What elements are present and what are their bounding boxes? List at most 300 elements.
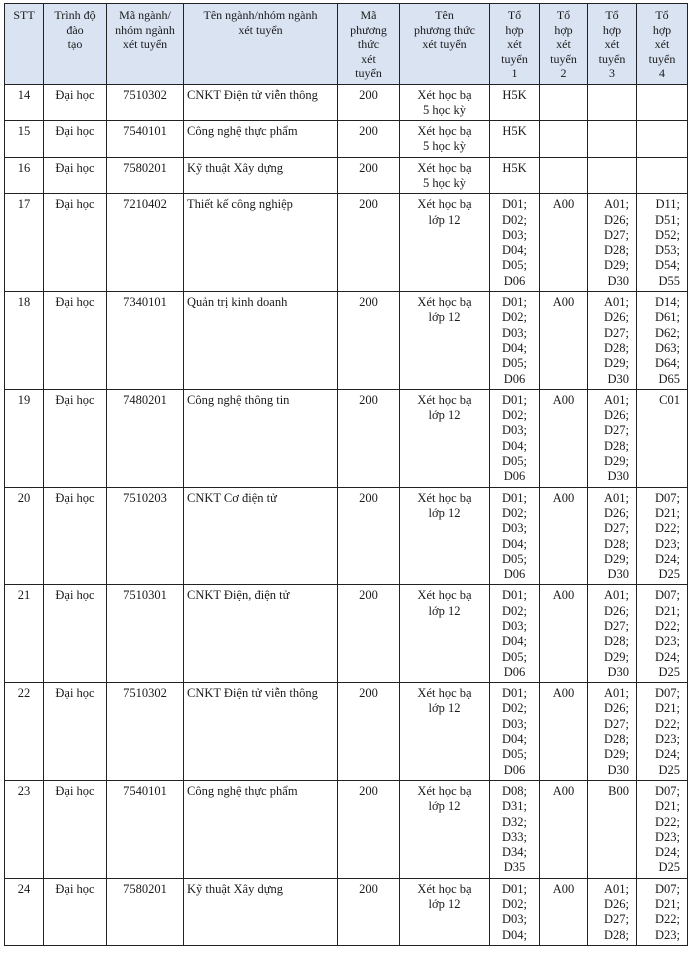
combo-2-cell <box>540 683 588 781</box>
cell-line: D26; <box>604 212 629 227</box>
cell-line: Tổ <box>556 8 571 22</box>
combo-1-cell <box>490 585 540 683</box>
cell-line: D03; <box>502 716 527 731</box>
cell-line: D27; <box>604 716 629 731</box>
header-combo-2 <box>540 4 588 85</box>
cell-line: A01; <box>604 197 629 212</box>
stt-cell: 22 <box>5 683 44 781</box>
combo-1-cell <box>490 389 540 487</box>
cell-line: D06 <box>503 567 526 582</box>
stt-cell: 17 <box>5 194 44 292</box>
cell-line: H5K <box>502 124 527 139</box>
combo-4-cell <box>637 780 688 878</box>
stt-cell: 18 <box>5 292 44 390</box>
cell-line: D05; <box>502 258 527 273</box>
cell-line: D30 <box>607 664 629 679</box>
cell-line: nhóm ngành <box>115 22 175 37</box>
cell-line: A01; <box>604 490 629 505</box>
combo-3-cell <box>588 157 637 194</box>
cell-line: Xét học bạ <box>417 686 472 701</box>
cell-line: D05; <box>502 454 527 469</box>
cell-line: thức <box>357 37 380 51</box>
cell-line: D30 <box>607 762 629 777</box>
cell-line: lớp 12 <box>428 603 461 618</box>
cell-line: D07; <box>655 881 680 896</box>
stt-cell: 24 <box>5 878 44 945</box>
cell-line: xét tuyển <box>422 37 467 51</box>
combo-3-cell <box>588 292 637 390</box>
cell-line: D02; <box>502 212 527 227</box>
combo-2-cell <box>540 780 588 878</box>
method-code-cell: 200 <box>338 121 400 158</box>
cell-line: D26; <box>604 603 629 618</box>
method-code-cell: 200 <box>338 780 400 878</box>
cell-line: D04; <box>502 438 527 453</box>
cell-line: D23; <box>655 634 680 649</box>
table-row <box>5 292 688 390</box>
cell-line: D22; <box>655 912 680 927</box>
cell-line: D06 <box>503 664 526 679</box>
cell-line: D03; <box>502 227 527 242</box>
cell-line: A00 <box>552 881 575 896</box>
cell-line: D29; <box>604 649 629 664</box>
cell-line: D53; <box>655 243 680 258</box>
cell-line: D28; <box>604 438 629 453</box>
cell-line: tạo <box>67 37 83 51</box>
cell-line: D25 <box>658 567 680 582</box>
major-code-cell: 7340101 <box>107 292 184 390</box>
method-name-cell <box>400 157 490 194</box>
cell-line: D25 <box>658 860 680 875</box>
cell-line: D11; <box>655 197 680 212</box>
cell-line: D29; <box>604 258 629 273</box>
cell-line: D25 <box>658 664 680 679</box>
major-name-cell: Công nghệ thực phẩm <box>184 121 338 158</box>
cell-line: D28; <box>604 243 629 258</box>
cell-line: tuyển <box>355 66 382 80</box>
combo-1-cell <box>490 683 540 781</box>
cell-line: xét <box>361 51 376 66</box>
major-code-cell: 7580201 <box>107 157 184 194</box>
cell-line: D04; <box>502 927 527 942</box>
table-row <box>5 878 688 945</box>
cell-line: D30 <box>607 273 629 288</box>
combo-2-cell <box>540 157 588 194</box>
cell-line: D05; <box>502 551 527 566</box>
cell-line: D22; <box>655 521 680 536</box>
cell-line: D07; <box>655 686 680 701</box>
cell-line: D23; <box>655 732 680 747</box>
cell-line: D27; <box>604 619 629 633</box>
cell-line: D61; <box>655 310 680 325</box>
level-cell: Đại học <box>44 585 107 683</box>
cell-line: D04; <box>502 536 527 551</box>
table-row <box>5 157 688 194</box>
cell-line: Xét học bạ <box>417 588 472 603</box>
cell-line: xét <box>604 37 620 51</box>
major-code-cell: 7540101 <box>107 780 184 878</box>
cell-line: D01; <box>502 392 527 407</box>
cell-line: D28; <box>604 536 629 551</box>
cell-line: D29; <box>604 747 629 762</box>
cell-line: hợp <box>505 22 524 37</box>
table-row <box>5 683 688 781</box>
cell-line: D04; <box>502 243 527 258</box>
cell-line: D01; <box>502 490 527 505</box>
cell-line: D03; <box>502 325 527 340</box>
method-code-cell: 200 <box>338 84 400 121</box>
stt-cell: 19 <box>5 389 44 487</box>
combo-4-cell <box>637 585 688 683</box>
cell-line: xét <box>507 37 522 51</box>
method-code-cell: 200 <box>338 389 400 487</box>
cell-line: 5 học kỳ <box>422 175 467 190</box>
cell-line: D02; <box>502 310 527 325</box>
cell-line: A00 <box>552 783 575 798</box>
combo-3-cell <box>588 780 637 878</box>
cell-line: D22; <box>655 619 680 633</box>
cell-line: D27; <box>604 423 629 438</box>
cell-line: Xét học bạ <box>417 783 472 798</box>
major-code-cell: 7510302 <box>107 84 184 121</box>
cell-line: D07; <box>655 588 680 603</box>
header-row <box>5 4 688 85</box>
cell-line: STT <box>13 8 35 22</box>
cell-line: 5 học kỳ <box>422 139 467 154</box>
major-name-cell: CNKT Điện, điện tử <box>184 585 338 683</box>
cell-line: D21; <box>655 897 680 912</box>
method-code-cell: 200 <box>338 487 400 585</box>
cell-line: D26; <box>604 408 629 423</box>
combo-3-cell <box>588 585 637 683</box>
cell-line: Xét học bạ <box>417 392 472 407</box>
combo-2-cell <box>540 389 588 487</box>
cell-line: D30 <box>607 567 629 582</box>
level-cell: Đại học <box>44 683 107 781</box>
cell-line: D27; <box>604 912 629 927</box>
cell-line: A01; <box>604 392 629 407</box>
admission-table <box>4 3 688 946</box>
cell-line: D07; <box>655 783 680 798</box>
cell-line: D03; <box>502 912 527 927</box>
major-name-cell: Kỹ thuật Xây dựng <box>184 157 338 194</box>
combo-3-cell <box>588 84 637 121</box>
method-name-cell <box>400 292 490 390</box>
cell-line: D26; <box>604 701 629 716</box>
cell-line: lớp 12 <box>428 212 461 227</box>
cell-line: A01; <box>604 881 629 896</box>
stt-cell: 20 <box>5 487 44 585</box>
cell-line: D62; <box>655 325 680 340</box>
combo-1-cell <box>490 121 540 158</box>
major-code-cell: 7510301 <box>107 585 184 683</box>
combo-4-cell <box>637 878 688 945</box>
cell-line: D28; <box>604 732 629 747</box>
combo-1-cell <box>490 157 540 194</box>
cell-line: D03; <box>502 423 527 438</box>
major-code-cell: 7210402 <box>107 194 184 292</box>
cell-line: Xét học bạ <box>417 124 472 139</box>
level-cell: Đại học <box>44 780 107 878</box>
cell-line: 5 học kỳ <box>422 102 467 117</box>
cell-line: D32; <box>502 814 527 829</box>
cell-line: Trình độ <box>54 8 96 22</box>
combo-3-cell <box>588 194 637 292</box>
cell-line: D01; <box>502 197 527 212</box>
header-combo-1 <box>490 4 540 85</box>
cell-line: D08; <box>502 783 527 798</box>
method-name-cell <box>400 585 490 683</box>
header-combo-3 <box>588 4 637 85</box>
combo-2-cell <box>540 194 588 292</box>
level-cell: Đại học <box>44 157 107 194</box>
cell-line: D26; <box>604 505 629 520</box>
combo-4-cell <box>637 292 688 390</box>
cell-line: D04; <box>502 634 527 649</box>
cell-line: 2 <box>560 66 567 80</box>
cell-line: D06 <box>503 371 526 386</box>
cell-line: A01; <box>604 295 629 310</box>
cell-line: lớp 12 <box>428 897 461 912</box>
cell-line: H5K <box>502 87 527 102</box>
cell-line: B00 <box>608 783 629 798</box>
cell-line: lớp 12 <box>428 408 461 423</box>
header-combo-4 <box>637 4 688 85</box>
major-code-cell: 7480201 <box>107 389 184 487</box>
cell-line: D02; <box>502 408 527 423</box>
combo-4-cell <box>637 389 688 487</box>
cell-line: Xét học bạ <box>417 160 472 175</box>
cell-line: A01; <box>604 588 629 603</box>
major-name-cell: Công nghệ thông tin <box>184 389 338 487</box>
cell-line: Tên ngành/nhóm ngành <box>203 8 318 22</box>
table-row <box>5 84 688 121</box>
cell-line: D34; <box>502 845 527 860</box>
cell-line: D06 <box>503 762 526 777</box>
cell-line: A01; <box>604 686 629 701</box>
cell-line: D02; <box>502 505 527 520</box>
cell-line: D07; <box>655 490 680 505</box>
cell-line: D27; <box>604 521 629 536</box>
cell-line: D51; <box>655 212 680 227</box>
cell-line: 4 <box>659 66 665 80</box>
cell-line: A00 <box>552 197 575 212</box>
cell-line: D27; <box>604 227 629 242</box>
cell-line: D01; <box>502 588 527 603</box>
combo-3-cell <box>588 487 637 585</box>
major-name-cell: CNKT Cơ điện tử <box>184 487 338 585</box>
cell-line: D24; <box>655 551 680 566</box>
combo-2-cell <box>540 487 588 585</box>
method-code-cell: 200 <box>338 292 400 390</box>
method-code-cell: 200 <box>338 683 400 781</box>
cell-line: D30 <box>607 469 629 484</box>
cell-line: Xét học bạ <box>417 881 472 896</box>
cell-line: hợp <box>602 22 622 37</box>
cell-line: D52; <box>655 227 680 242</box>
cell-line: D02; <box>502 603 527 618</box>
stt-cell: 23 <box>5 780 44 878</box>
cell-line: D22; <box>655 716 680 731</box>
header-method-name <box>400 4 490 85</box>
method-name-cell <box>400 194 490 292</box>
combo-4-cell <box>637 121 688 158</box>
cell-line: D03; <box>502 619 527 633</box>
table-row <box>5 194 688 292</box>
cell-line: D28; <box>604 927 629 942</box>
major-name-cell: CNKT Điện tử viễn thông <box>184 683 338 781</box>
cell-line: lớp 12 <box>428 505 461 520</box>
header-level <box>44 4 107 85</box>
major-code-cell: 7510302 <box>107 683 184 781</box>
cell-line: Tổ <box>655 8 669 22</box>
cell-line: D04; <box>502 732 527 747</box>
cell-line: D02; <box>502 701 527 716</box>
level-cell: Đại học <box>44 121 107 158</box>
cell-line: tuyển <box>501 51 528 66</box>
major-code-cell: 7580201 <box>107 878 184 945</box>
method-code-cell: 200 <box>338 878 400 945</box>
major-name-cell: Thiết kế công nghiệp <box>184 194 338 292</box>
cell-line: phương <box>350 22 387 37</box>
level-cell: Đại học <box>44 84 107 121</box>
cell-line: 1 <box>511 66 518 80</box>
combo-1-cell <box>490 487 540 585</box>
combo-1-cell <box>490 780 540 878</box>
cell-line: D24; <box>655 845 680 860</box>
cell-line: D28; <box>604 340 629 355</box>
method-code-cell: 200 <box>338 585 400 683</box>
cell-line: D26; <box>604 897 629 912</box>
cell-line: D55 <box>658 273 680 288</box>
cell-line: D54; <box>655 258 680 273</box>
combo-2-cell <box>540 585 588 683</box>
cell-line: lớp 12 <box>428 799 461 814</box>
cell-line: D30 <box>607 371 629 386</box>
cell-line: D23; <box>655 536 680 551</box>
level-cell: Đại học <box>44 487 107 585</box>
cell-line: xét tuyển <box>122 37 168 51</box>
combo-2-cell <box>540 292 588 390</box>
cell-line: D06 <box>503 273 526 288</box>
cell-line: D29; <box>604 454 629 469</box>
method-code-cell: 200 <box>338 157 400 194</box>
cell-line: D31; <box>502 799 527 814</box>
cell-line: D65 <box>658 371 680 386</box>
cell-line: D03; <box>502 521 527 536</box>
cell-line: A00 <box>552 490 575 505</box>
combo-2-cell <box>540 121 588 158</box>
cell-line: D24; <box>655 747 680 762</box>
cell-line: Mã ngành/ <box>119 8 171 22</box>
table-row <box>5 585 688 683</box>
cell-line: hợp <box>554 22 573 37</box>
combo-4-cell <box>637 194 688 292</box>
cell-line: D06 <box>503 469 526 484</box>
cell-line: D21; <box>655 603 680 618</box>
cell-line: D21; <box>655 505 680 520</box>
cell-line: Xét học bạ <box>417 490 472 505</box>
combo-2-cell <box>540 878 588 945</box>
cell-line: D01; <box>502 295 527 310</box>
combo-3-cell <box>588 683 637 781</box>
cell-line: Tổ <box>605 8 619 22</box>
cell-line: D21; <box>655 701 680 716</box>
combo-1-cell <box>490 292 540 390</box>
cell-line: D25 <box>658 762 680 777</box>
table-row <box>5 389 688 487</box>
combo-2-cell <box>540 84 588 121</box>
cell-line: D63; <box>655 340 680 355</box>
header-method-code <box>338 4 400 85</box>
cell-line: D24; <box>655 649 680 664</box>
major-name-cell: CNKT Điện tử viễn thông <box>184 84 338 121</box>
major-name-cell: Quản trị kinh doanh <box>184 292 338 390</box>
cell-line: H5K <box>502 160 527 175</box>
cell-line: D27; <box>604 325 629 340</box>
method-name-cell <box>400 389 490 487</box>
cell-line: D35 <box>503 860 526 875</box>
cell-line: D05; <box>502 356 527 371</box>
cell-line: lớp 12 <box>428 310 461 325</box>
level-cell: Đại học <box>44 389 107 487</box>
cell-line: lớp 12 <box>428 701 461 716</box>
stt-cell: 21 <box>5 585 44 683</box>
method-code-cell: 200 <box>338 194 400 292</box>
header-code <box>107 4 184 85</box>
cell-line: D64; <box>655 356 680 371</box>
header-stt <box>5 4 44 85</box>
cell-line: D04; <box>502 340 527 355</box>
method-name-cell <box>400 683 490 781</box>
combo-3-cell <box>588 878 637 945</box>
cell-line: D29; <box>604 551 629 566</box>
cell-line: D01; <box>502 881 527 896</box>
cell-line: D28; <box>604 634 629 649</box>
cell-line: A00 <box>552 588 575 603</box>
cell-line: A00 <box>552 686 575 701</box>
cell-line: hợp <box>652 22 672 37</box>
cell-line: D33; <box>502 829 527 844</box>
stt-cell: 16 <box>5 157 44 194</box>
cell-line: 3 <box>609 66 615 80</box>
table-row <box>5 780 688 878</box>
cell-line: D29; <box>604 356 629 371</box>
cell-line: Xét học bạ <box>417 197 472 212</box>
cell-line: tuyển <box>648 51 676 66</box>
cell-line: tuyển <box>550 51 577 66</box>
level-cell: Đại học <box>44 878 107 945</box>
cell-line: đào <box>66 22 84 37</box>
cell-line: D22; <box>655 814 680 829</box>
combo-4-cell <box>637 157 688 194</box>
table-body <box>5 84 688 945</box>
cell-line: A00 <box>552 392 575 407</box>
header-name <box>184 4 338 85</box>
method-name-cell <box>400 84 490 121</box>
combo-4-cell <box>637 84 688 121</box>
major-code-cell: 7540101 <box>107 121 184 158</box>
major-name-cell: Kỹ thuật Xây dựng <box>184 878 338 945</box>
cell-line: xét <box>556 37 571 51</box>
cell-line: Tổ <box>507 8 522 22</box>
combo-4-cell <box>637 683 688 781</box>
cell-line: D05; <box>502 747 527 762</box>
table-row <box>5 121 688 158</box>
method-name-cell <box>400 121 490 158</box>
cell-line: tuyển <box>598 51 626 66</box>
cell-line: D02; <box>502 897 527 912</box>
